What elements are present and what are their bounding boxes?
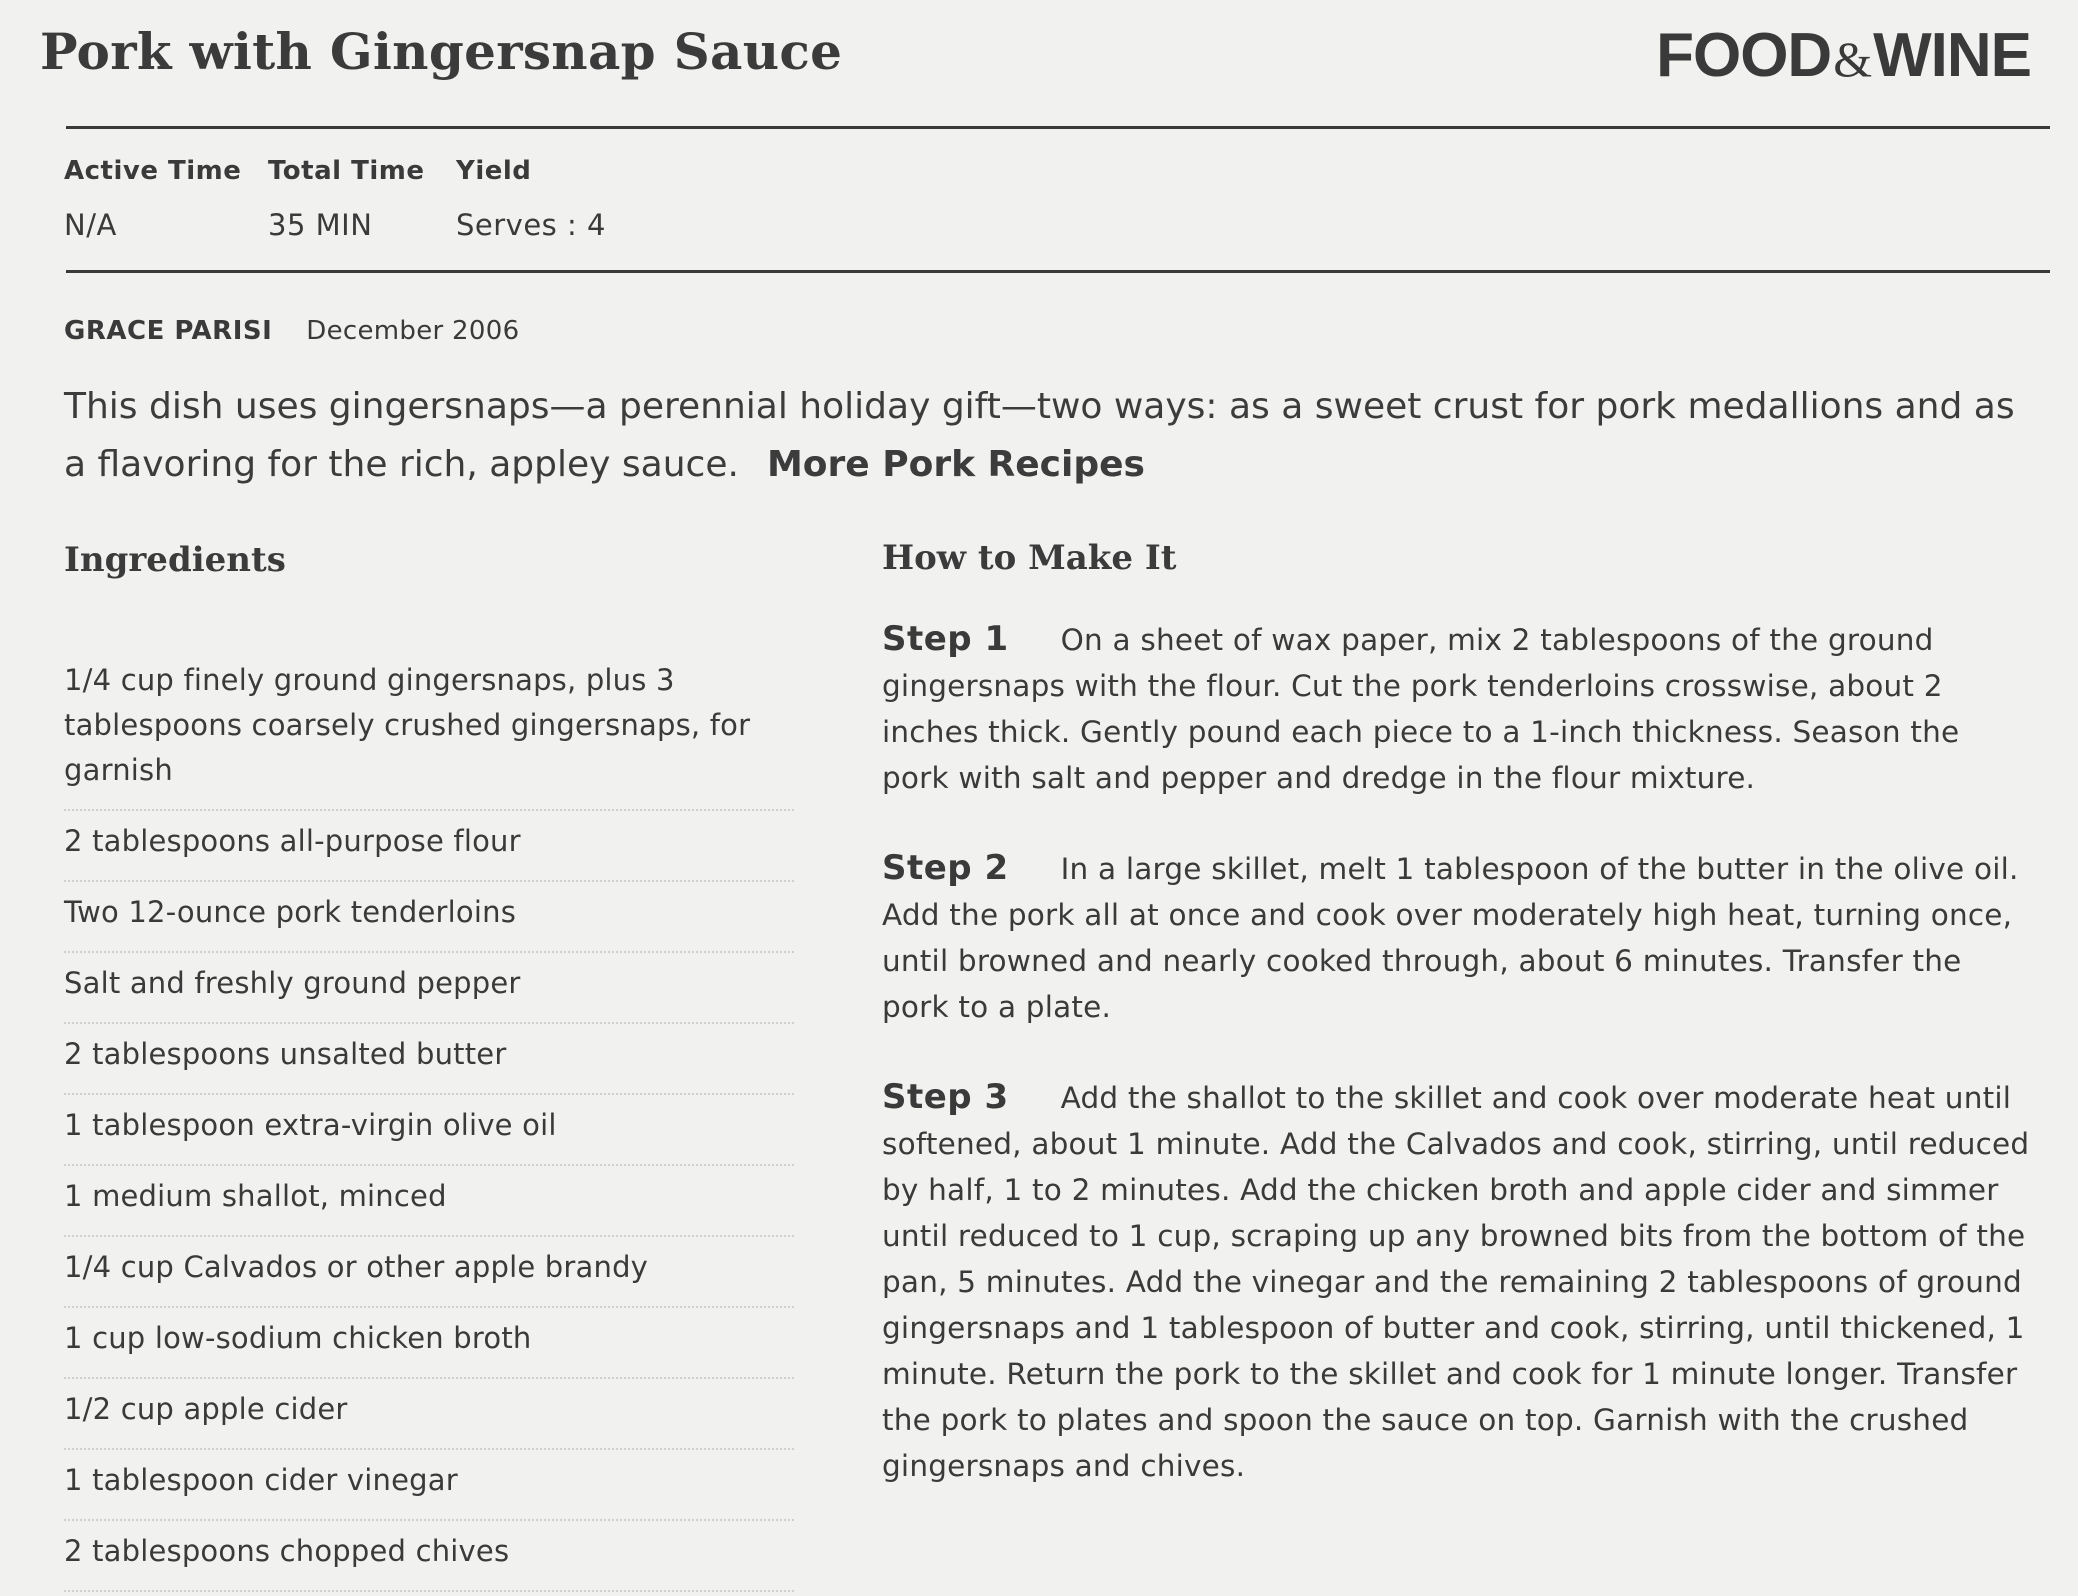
- ingredients-heading: Ingredients: [64, 540, 286, 580]
- brand-logo-left: FOOD: [1656, 21, 1832, 90]
- meta-active-time-value: N/A: [64, 208, 117, 242]
- step-2-text: In a large skillet, melt 1 tablespoon of the butter in the olive oil. Add the pork all at once and cook over moderately high heat, turning once, until browned and nearly cooked through, about 6 minutes. Transfer the pork to a plate.: [882, 852, 2019, 1024]
- step-2-label: Step 2: [882, 848, 1009, 888]
- ingredient-item: 1 tablespoon extra-virgin olive oil: [64, 1099, 794, 1166]
- more-recipes-link[interactable]: More Pork Recipes: [766, 444, 1145, 485]
- brand-logo-right: WINE: [1873, 21, 2031, 90]
- ingredient-item: 2 tablespoons all-purpose flour: [64, 815, 794, 882]
- ingredients-list: [64, 654, 794, 1596]
- step-3-label: Step 3: [882, 1077, 1009, 1117]
- step-1-label: Step 1: [882, 619, 1009, 659]
- meta-divider: [66, 270, 2050, 273]
- step-1-text: On a sheet of wax paper, mix 2 tablespoons of the ground gingersnaps with the flour. Cut the pork tenderloins crosswise, about 2 inches thick. Gently pound each piece to a 1-inch thickness. Season the pork with salt and pepper and dredge in the flour mixture.: [882, 623, 1960, 795]
- ingredient-item: Salt and freshly ground pepper: [64, 957, 794, 1024]
- brand-logo-amp: &: [1833, 31, 1872, 87]
- recipe-title: Pork with Gingersnap Sauce: [40, 22, 843, 81]
- meta-total-time: [268, 156, 424, 242]
- meta-active-time-label: Active Time: [64, 156, 242, 186]
- ingredient-item: Two 12-ounce pork tenderloins: [64, 886, 794, 953]
- ingredient-item: 1/2 cup apple cider: [64, 1383, 794, 1450]
- meta-active-time: [64, 156, 241, 242]
- step-1: [882, 616, 2032, 801]
- ingredient-item: 2 tablespoons chopped chives: [64, 1525, 794, 1592]
- meta-total-time-label: Total Time: [268, 156, 425, 186]
- ingredient-item: 1 tablespoon cider vinegar: [64, 1454, 794, 1521]
- brand-logo: [1656, 20, 2031, 91]
- byline: [64, 316, 519, 346]
- recipe-intro: [64, 378, 2024, 494]
- meta-yield: [456, 156, 606, 242]
- intro-text: This dish uses gingersnaps—a perennial holiday gift—two ways: as a sweet crust for pork medallions and as a flavoring for the rich, appley sauce.: [64, 386, 2015, 485]
- ingredient-item: 1/4 cup Calvados or other apple brandy: [64, 1241, 794, 1308]
- top-divider: [66, 126, 2050, 129]
- ingredient-item: 1/4 cup finely ground gingersnaps, plus 3 tablespoons coarsely crushed gingersnaps, for garnish: [64, 654, 794, 811]
- meta-total-time-value: 35 MIN: [268, 208, 373, 242]
- ingredient-item: 1 medium shallot, minced: [64, 1170, 794, 1237]
- directions-heading: How to Make It: [882, 538, 1177, 578]
- author-name[interactable]: GRACE PARISI: [64, 316, 273, 346]
- step-2: [882, 845, 2032, 1030]
- directions-steps: [882, 616, 2032, 1533]
- publish-date: December 2006: [306, 316, 520, 346]
- ingredient-item: 1 cup low-sodium chicken broth: [64, 1312, 794, 1379]
- meta-yield-label: Yield: [456, 156, 532, 186]
- ingredient-item: 2 tablespoons unsalted butter: [64, 1028, 794, 1095]
- meta-yield-value: Serves : 4: [456, 208, 606, 242]
- step-3-text: Add the shallot to the skillet and cook over moderate heat until softened, about 1 minute. Add the Calvados and cook, stirring, until reduced by half, 1 to 2 minutes. Add the chicken broth and apple cider and simmer until reduced to 1 cup, scraping up any browned bits from the bottom of the pan, 5 minutes. Add the vinegar and the remaining 2 tablespoons of ground gingersnaps and 1 tablespoon of butter and cook, stirring, until thickened, 1 minute. Return the pork to the skillet and cook for 1 minute longer. Transfer the pork to plates and spoon the sauce on top. Garnish with the crushed gingersnaps and chives.: [882, 1081, 2030, 1483]
- step-3: [882, 1074, 2032, 1489]
